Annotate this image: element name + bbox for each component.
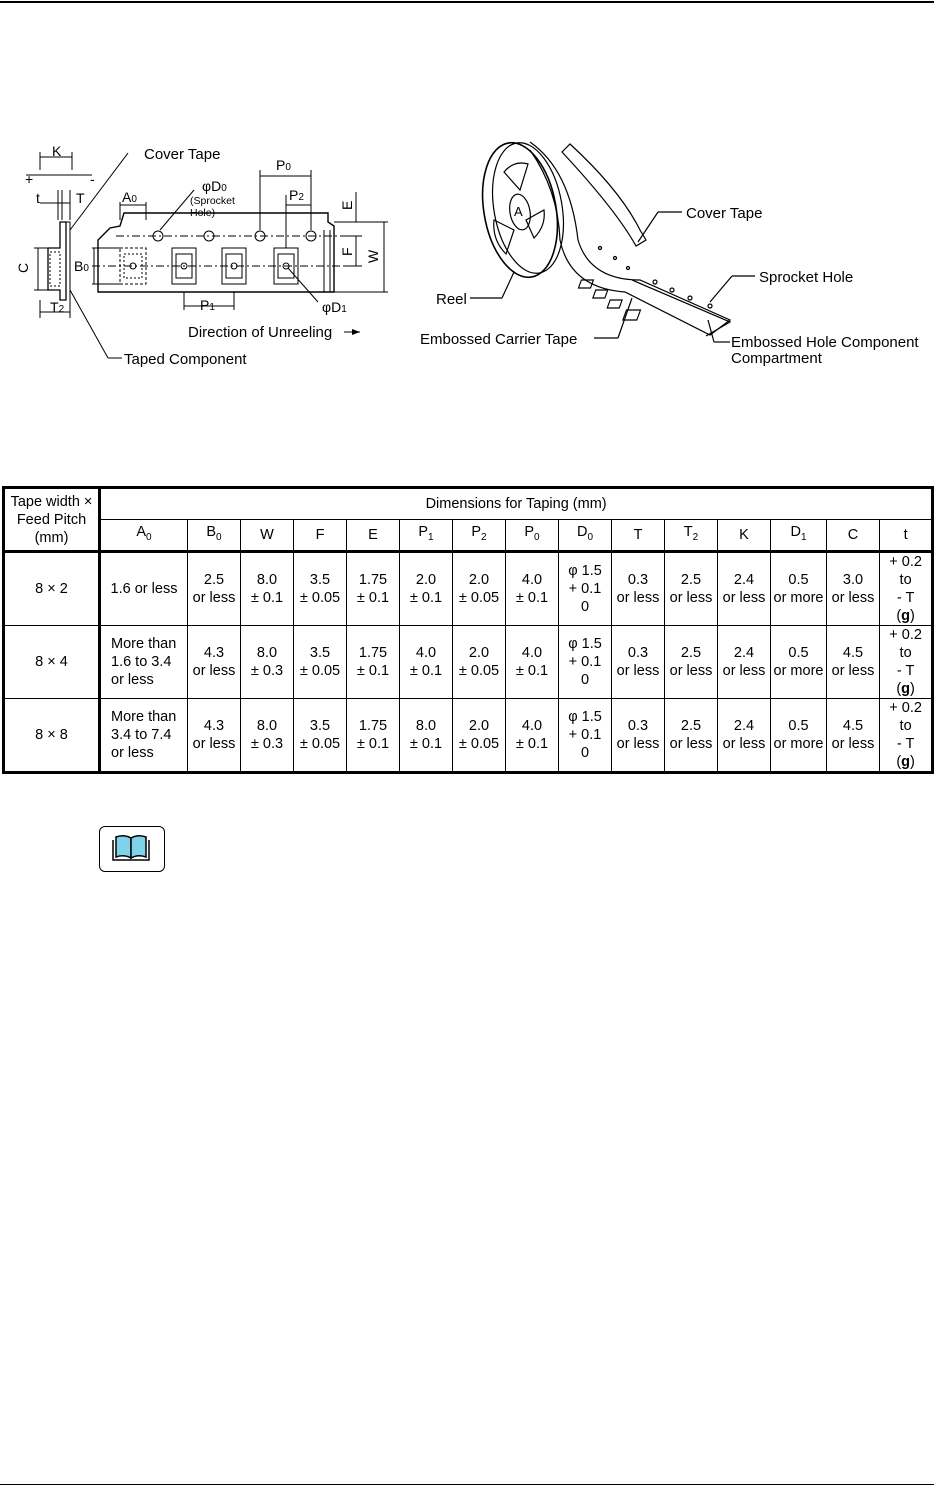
column-header: $B_0$ bbox=[188, 520, 241, 552]
cell-a0: 1.6 or less bbox=[100, 552, 188, 626]
cell-b0: 4.3 or less bbox=[188, 626, 241, 699]
label-t2: T2 bbox=[50, 299, 65, 315]
label-p2: P2 bbox=[289, 187, 304, 203]
cell-t2: 2.5 or less bbox=[665, 552, 718, 626]
cell-c: 4.5 or less bbox=[827, 699, 880, 773]
cell-p1: 8.0 ± 0.1 bbox=[400, 699, 453, 773]
table-row bbox=[4, 626, 933, 699]
label-sprocket-2: Hole) bbox=[190, 207, 216, 219]
column-header: $P_1$ bbox=[400, 520, 453, 552]
taping-dimensions-table bbox=[2, 486, 934, 774]
bottom-rule bbox=[0, 1484, 934, 1485]
label-cover-tape-right: Cover Tape bbox=[686, 205, 763, 222]
column-header: C bbox=[827, 520, 880, 552]
label-t-small: t bbox=[36, 190, 40, 206]
top-rule bbox=[0, 1, 934, 3]
cell-w: 8.0 ± 0.3 bbox=[241, 699, 294, 773]
cell-f: 3.5 ± 0.05 bbox=[294, 552, 347, 626]
label-p0: P0 bbox=[276, 157, 291, 173]
column-header: $P_2$ bbox=[453, 520, 506, 552]
cell-p2: 2.0 ± 0.05 bbox=[453, 699, 506, 773]
table-body bbox=[4, 552, 933, 773]
cell-d1: 0.5 or more bbox=[771, 552, 827, 626]
cell-p2: 2.0 ± 0.05 bbox=[453, 626, 506, 699]
cell-e: 1.75 ± 0.1 bbox=[347, 699, 400, 773]
table-row bbox=[4, 552, 933, 626]
label-sprocket-1: (Sprocket bbox=[190, 195, 235, 207]
label-d1: φD1 bbox=[322, 299, 347, 315]
cell-d0: φ 1.5 + 0.1 0 bbox=[559, 699, 612, 773]
cell-f: 3.5 ± 0.05 bbox=[294, 626, 347, 699]
label-k: K bbox=[52, 143, 62, 159]
cell-w: 8.0 ± 0.3 bbox=[241, 626, 294, 699]
label-w: W bbox=[365, 249, 381, 263]
cell-d1: 0.5 or more bbox=[771, 626, 827, 699]
cell-k: 2.4 or less bbox=[718, 552, 771, 626]
column-header: $D_1$ bbox=[771, 520, 827, 552]
reel-letter: A bbox=[514, 204, 523, 219]
label-embossed-carrier: Embossed Carrier Tape bbox=[420, 331, 578, 348]
column-headers bbox=[4, 520, 933, 552]
cell-p0: 4.0 ± 0.1 bbox=[506, 552, 559, 626]
cell-d0: φ 1.5 + 0.1 0 bbox=[559, 626, 612, 699]
cell-b0: 4.3 or less bbox=[188, 699, 241, 773]
table-row bbox=[4, 699, 933, 773]
label-minus: - bbox=[90, 171, 95, 187]
cell-p1: 2.0 ± 0.1 bbox=[400, 552, 453, 626]
column-header: $A_0$ bbox=[100, 520, 188, 552]
label-b0: B0 bbox=[74, 258, 89, 274]
label-c: C bbox=[15, 262, 31, 273]
cell-c: 3.0 or less bbox=[827, 552, 880, 626]
header-dimensions: Dimensions for Taping (mm) bbox=[100, 488, 933, 520]
cell-t: 0.3 or less bbox=[612, 699, 665, 773]
cell-t: 0.3 or less bbox=[612, 626, 665, 699]
label-plus: + bbox=[25, 171, 34, 187]
label-embossed-hole-2: Compartment bbox=[731, 350, 822, 367]
cell-b0: 2.5 or less bbox=[188, 552, 241, 626]
reel-diagram bbox=[410, 130, 934, 375]
cell-f: 3.5 ± 0.05 bbox=[294, 699, 347, 773]
column-header: W bbox=[241, 520, 294, 552]
column-header: E bbox=[347, 520, 400, 552]
label-e: E bbox=[339, 200, 355, 210]
label-f: F bbox=[339, 247, 355, 256]
column-header: K bbox=[718, 520, 771, 552]
tape-dimensions-diagram bbox=[0, 130, 400, 375]
cell-e: 1.75 ± 0.1 bbox=[347, 552, 400, 626]
cell-e: 1.75 ± 0.1 bbox=[347, 626, 400, 699]
cell-a0: More than 1.6 to 3.4 or less bbox=[100, 626, 188, 699]
label-taped-component: Taped Component bbox=[124, 351, 247, 368]
label-a0: A0 bbox=[122, 189, 137, 205]
cell-d1: 0.5 or more bbox=[771, 699, 827, 773]
label-t-big: T bbox=[76, 190, 85, 206]
label-embossed-hole-1: Embossed Hole Component bbox=[731, 334, 919, 351]
label-direction: Direction of Unreeling bbox=[188, 324, 333, 341]
column-header: $T_2$ bbox=[665, 520, 718, 552]
label-sprocket-hole: Sprocket Hole bbox=[759, 269, 854, 286]
cell-t2: 2.5 or less bbox=[665, 626, 718, 699]
header-tape-width: Tape width × Feed Pitch (mm) bbox=[4, 488, 100, 552]
column-header: $P_0$ bbox=[506, 520, 559, 552]
column-header: F bbox=[294, 520, 347, 552]
cell-k: 2.4 or less bbox=[718, 626, 771, 699]
cell-w: 8.0 ± 0.1 bbox=[241, 552, 294, 626]
cell-a0: More than 3.4 to 7.4 or less bbox=[100, 699, 188, 773]
cell-p2: 2.0 ± 0.05 bbox=[453, 552, 506, 626]
cell-t: 0.3 or less bbox=[612, 552, 665, 626]
book-icon[interactable] bbox=[99, 826, 165, 872]
label-d0: φD0 bbox=[202, 178, 227, 194]
label-p1: P1 bbox=[200, 297, 215, 313]
row-size: 8 × 4 bbox=[4, 626, 100, 699]
cell-p1: 4.0 ± 0.1 bbox=[400, 626, 453, 699]
cell-t2: 2.5 or less bbox=[665, 699, 718, 773]
row-size: 8 × 8 bbox=[4, 699, 100, 773]
column-header: T bbox=[612, 520, 665, 552]
cell-t-small: + 0.2 to - T (g) bbox=[880, 626, 933, 699]
label-reel: Reel bbox=[436, 291, 467, 308]
cell-p0: 4.0 ± 0.1 bbox=[506, 626, 559, 699]
row-size: 8 × 2 bbox=[4, 552, 100, 626]
label-cover-tape: Cover Tape bbox=[144, 146, 221, 163]
cell-t-small: + 0.2 to - T (g) bbox=[880, 699, 933, 773]
column-header: $D_0$ bbox=[559, 520, 612, 552]
cell-d0: φ 1.5 + 0.1 0 bbox=[559, 552, 612, 626]
cell-k: 2.4 or less bbox=[718, 699, 771, 773]
column-header: t bbox=[880, 520, 933, 552]
cell-t-small: + 0.2 to - T (g) bbox=[880, 552, 933, 626]
cell-c: 4.5 or less bbox=[827, 626, 880, 699]
cell-p0: 4.0 ± 0.1 bbox=[506, 699, 559, 773]
